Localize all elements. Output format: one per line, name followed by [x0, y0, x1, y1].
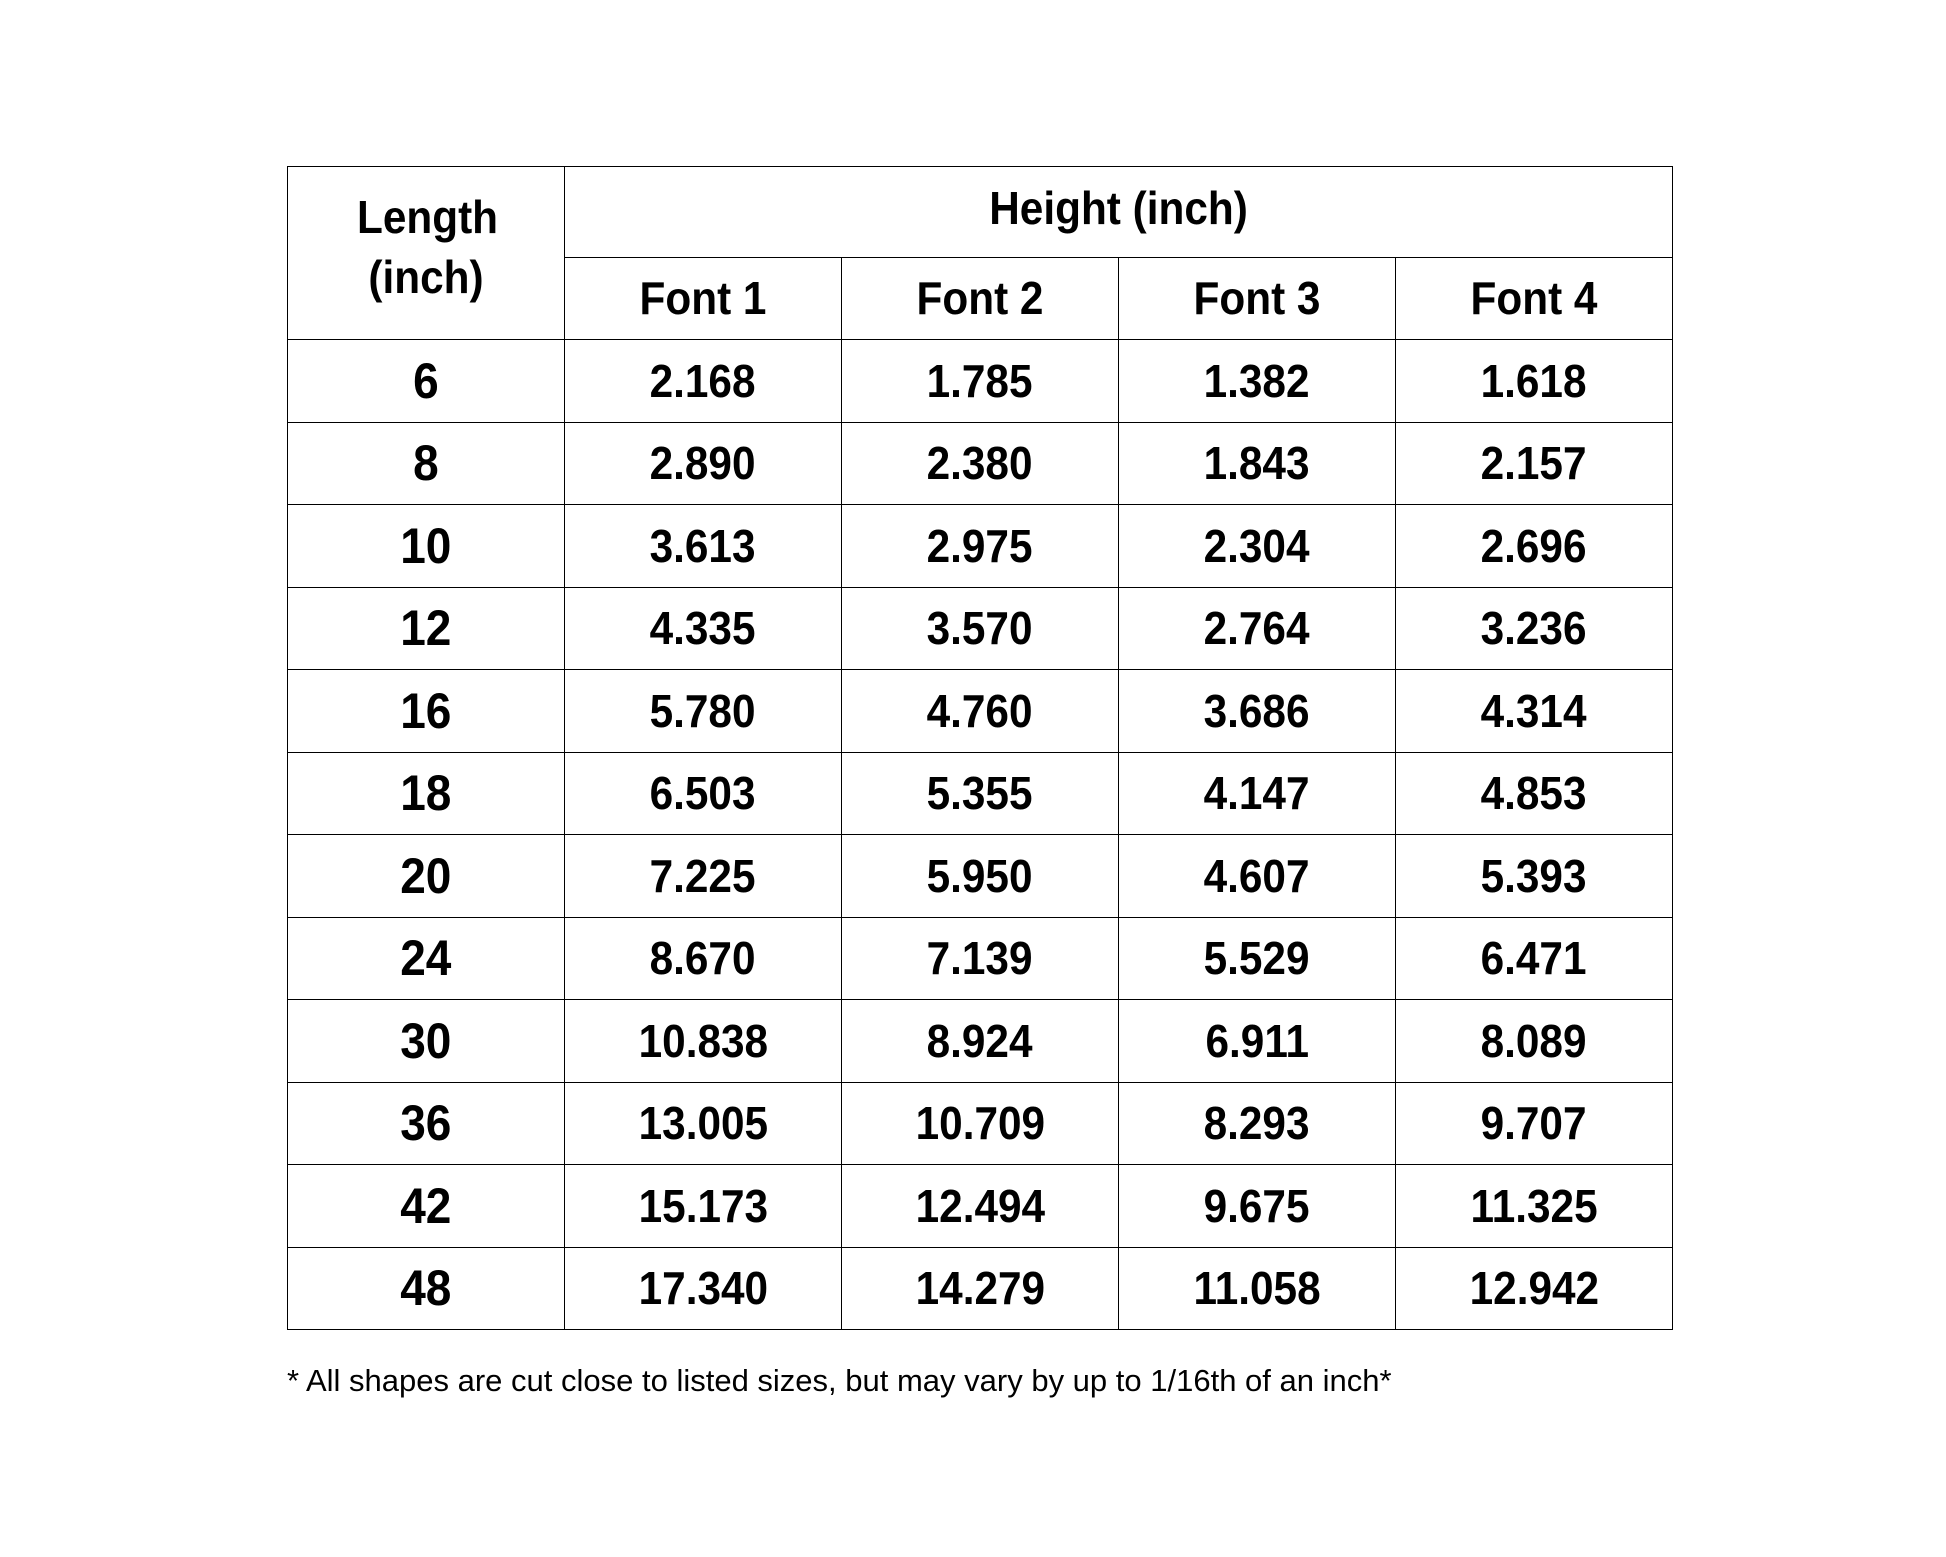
- height-cell-font-3: 9.675: [1119, 1165, 1396, 1248]
- height-cell-font-4: 9.707: [1396, 1082, 1673, 1165]
- height-group-header: Height (inch): [565, 167, 1673, 258]
- height-cell-font-4: 3.236: [1396, 587, 1673, 670]
- height-cell-font-1: 17.340: [565, 1247, 842, 1330]
- height-cell-font-4: 1.618: [1396, 340, 1673, 423]
- height-cell-font-2: 14.279: [842, 1247, 1119, 1330]
- height-cell-font-1: 10.838: [565, 1000, 842, 1083]
- footnote: * All shapes are cut close to listed sizes, but may vary by up to 1/16th of an inch*: [287, 1363, 1392, 1398]
- height-cell-font-4: 4.853: [1396, 752, 1673, 835]
- height-cell-font-4: 2.157: [1396, 422, 1673, 505]
- table-row: [288, 340, 1673, 423]
- length-cell: 48: [288, 1247, 565, 1330]
- height-cell-font-1: 15.173: [565, 1165, 842, 1248]
- table-body: [288, 340, 1673, 1330]
- table-row: [288, 835, 1673, 918]
- table-row: [288, 670, 1673, 753]
- height-cell-font-1: 6.503: [565, 752, 842, 835]
- height-cell-font-1: 13.005: [565, 1082, 842, 1165]
- length-column-header: Length (inch): [288, 167, 565, 340]
- length-cell: 42: [288, 1165, 565, 1248]
- height-cell-font-3: 6.911: [1119, 1000, 1396, 1083]
- table-header: [288, 167, 1673, 340]
- length-cell: 24: [288, 917, 565, 1000]
- font-1-header: Font 1: [565, 257, 842, 340]
- height-cell-font-2: 7.139: [842, 917, 1119, 1000]
- table-row: [288, 587, 1673, 670]
- height-cell-font-1: 3.613: [565, 505, 842, 588]
- height-cell-font-3: 8.293: [1119, 1082, 1396, 1165]
- height-cell-font-4: 11.325: [1396, 1165, 1673, 1248]
- height-cell-font-4: 2.696: [1396, 505, 1673, 588]
- height-cell-font-3: 11.058: [1119, 1247, 1396, 1330]
- height-cell-font-4: 4.314: [1396, 670, 1673, 753]
- length-cell: 10: [288, 505, 565, 588]
- length-cell: 36: [288, 1082, 565, 1165]
- height-cell-font-3: 5.529: [1119, 917, 1396, 1000]
- height-cell-font-2: 5.950: [842, 835, 1119, 918]
- height-cell-font-3: 4.147: [1119, 752, 1396, 835]
- length-cell: 20: [288, 835, 565, 918]
- height-cell-font-1: 7.225: [565, 835, 842, 918]
- font-2-header: Font 2: [842, 257, 1119, 340]
- height-cell-font-3: 2.304: [1119, 505, 1396, 588]
- length-cell: 16: [288, 670, 565, 753]
- height-cell-font-4: 5.393: [1396, 835, 1673, 918]
- height-cell-font-3: 1.843: [1119, 422, 1396, 505]
- table-row: [288, 1165, 1673, 1248]
- height-cell-font-4: 6.471: [1396, 917, 1673, 1000]
- height-cell-font-2: 5.355: [842, 752, 1119, 835]
- font-4-header: Font 4: [1396, 257, 1673, 340]
- length-cell: 6: [288, 340, 565, 423]
- height-cell-font-3: 2.764: [1119, 587, 1396, 670]
- height-cell-font-2: 1.785: [842, 340, 1119, 423]
- length-cell: 18: [288, 752, 565, 835]
- length-cell: 12: [288, 587, 565, 670]
- height-cell-font-1: 2.890: [565, 422, 842, 505]
- length-cell: 30: [288, 1000, 565, 1083]
- height-cell-font-4: 8.089: [1396, 1000, 1673, 1083]
- table-row: [288, 1082, 1673, 1165]
- height-cell-font-4: 12.942: [1396, 1247, 1673, 1330]
- header-row-top: [288, 167, 1673, 258]
- height-cell-font-2: 4.760: [842, 670, 1119, 753]
- height-cell-font-1: 5.780: [565, 670, 842, 753]
- height-cell-font-2: 12.494: [842, 1165, 1119, 1248]
- table-row: [288, 1247, 1673, 1330]
- height-cell-font-2: 10.709: [842, 1082, 1119, 1165]
- table-row: [288, 505, 1673, 588]
- font-3-header: Font 3: [1119, 257, 1396, 340]
- table-row: [288, 917, 1673, 1000]
- height-cell-font-2: 2.975: [842, 505, 1119, 588]
- height-cell-font-1: 2.168: [565, 340, 842, 423]
- height-cell-font-2: 2.380: [842, 422, 1119, 505]
- length-cell: 8: [288, 422, 565, 505]
- height-cell-font-3: 1.382: [1119, 340, 1396, 423]
- height-cell-font-3: 4.607: [1119, 835, 1396, 918]
- table-row: [288, 752, 1673, 835]
- height-cell-font-2: 8.924: [842, 1000, 1119, 1083]
- size-chart-table: [287, 166, 1673, 1330]
- table-row: [288, 422, 1673, 505]
- height-cell-font-2: 3.570: [842, 587, 1119, 670]
- table-row: [288, 1000, 1673, 1083]
- height-cell-font-1: 4.335: [565, 587, 842, 670]
- height-cell-font-3: 3.686: [1119, 670, 1396, 753]
- height-cell-font-1: 8.670: [565, 917, 842, 1000]
